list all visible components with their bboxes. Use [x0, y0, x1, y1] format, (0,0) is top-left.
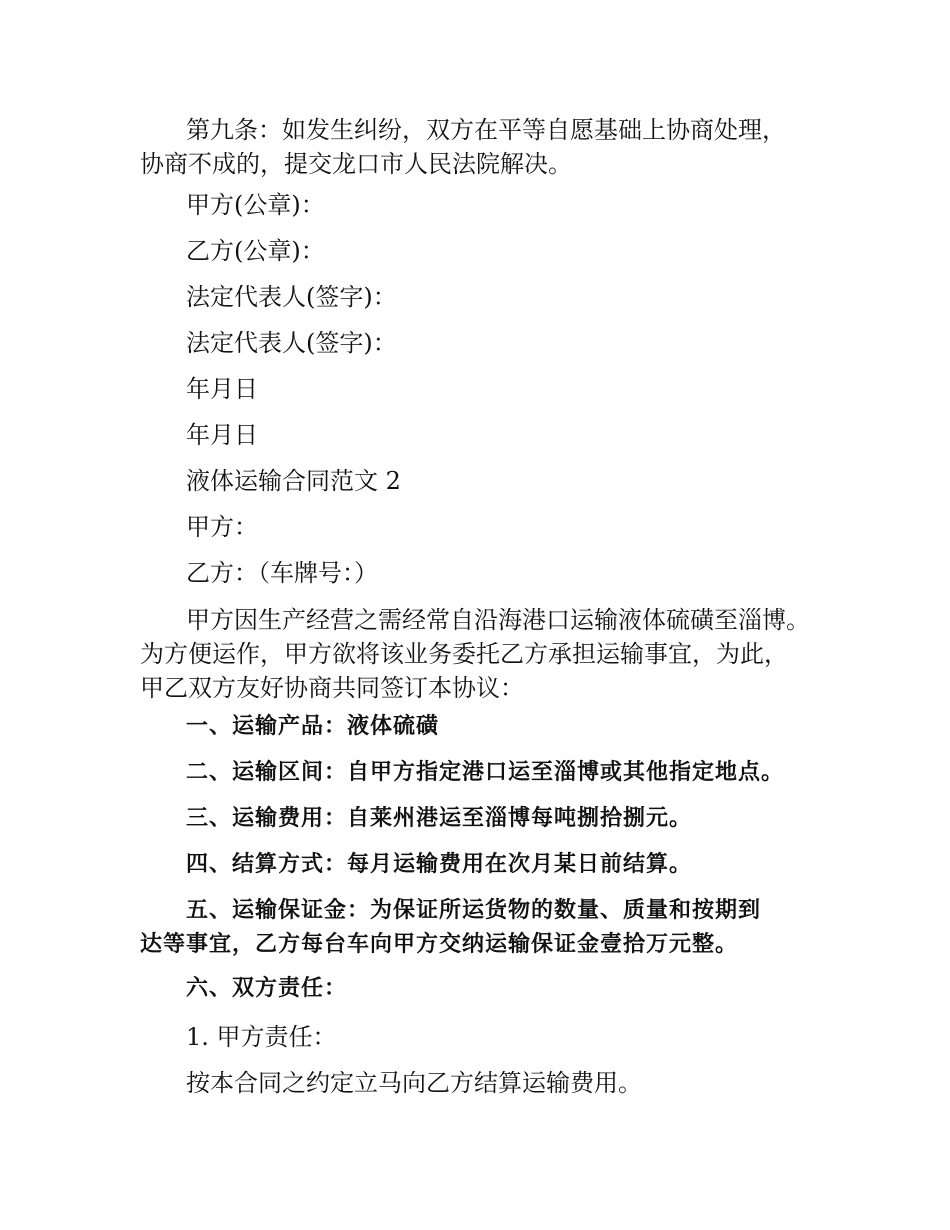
item-5-line-1: 五、运输保证金：为保证所运货物的数量、质量和按期到 — [186, 898, 762, 923]
intro-paragraph — [140, 603, 830, 705]
sample-title: 液体运输合同范文 2 — [186, 467, 401, 495]
clause-9-paragraph — [140, 113, 830, 181]
legal-rep-a-line: 法定代表人(签字)： — [186, 283, 397, 311]
item-3-transport-fee: 三、运输费用：自莱州港运至淄博每吨捌拾捌元。 — [186, 806, 693, 831]
intro-line-1: 甲方因生产经营之需经常自沿海港口运输液体硫磺至淄博。 — [186, 606, 810, 634]
item-5-line-2: 达等事宜，乙方每台车向甲方交纳运输保证金壹拾万元整。 — [140, 932, 739, 957]
intro-line-2: 为方便运作，甲方欲将该业务委托乙方承担运输事宜，为此， — [140, 640, 788, 668]
intro-line-3: 甲乙双方友好协商共同签订本协议： — [140, 674, 524, 702]
item-6-responsibilities: 六、双方责任： — [186, 976, 348, 1001]
party-a-line: 甲方： — [186, 513, 258, 541]
sub-1-party-a-duty: 1. 甲方责任： — [186, 1023, 337, 1051]
date-a-line: 年月日 — [186, 375, 258, 403]
sub-1-duty-text: 按本合同之约定立马向乙方结算运输费用。 — [186, 1069, 642, 1097]
clause-9-line-1: 第九条：如发生纠纷，双方在平等自愿基础上协商处理， — [186, 116, 786, 144]
legal-rep-b-line: 法定代表人(签字)： — [186, 329, 397, 357]
party-b-line: 乙方：（车牌号：） — [186, 559, 378, 587]
item-4-settlement: 四、结算方式：每月运输费用在次月某日前结算。 — [186, 852, 693, 877]
item-2-transport-route: 二、运输区间：自甲方指定港口运至淄博或其他指定地点。 — [186, 760, 785, 785]
item-5-deposit-paragraph — [140, 894, 830, 962]
clause-9-line-2: 协商不成的，提交龙口市人民法院解决。 — [140, 150, 572, 178]
party-b-seal-line: 乙方(公章)： — [186, 237, 325, 265]
item-1-transport-product: 一、运输产品：液体硫磺 — [186, 714, 440, 739]
party-a-seal-line: 甲方(公章)： — [186, 191, 325, 219]
date-b-line: 年月日 — [186, 421, 258, 449]
